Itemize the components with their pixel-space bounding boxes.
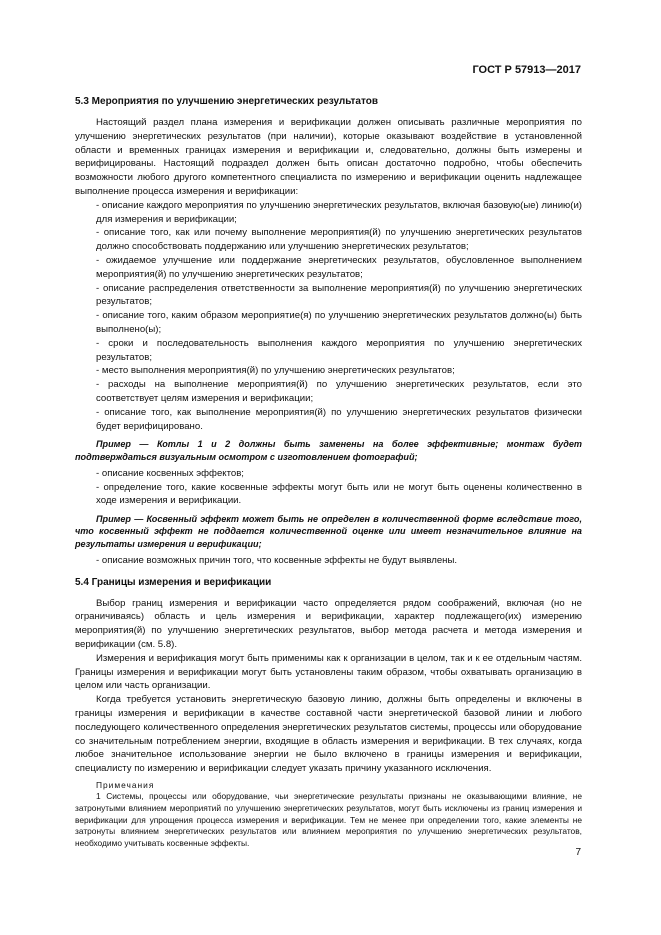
example-note-2: Пример — Косвенный эффект может быть не определен в количественной форме вследствие того, что косвенный эффект не поддается количественной оценке или имеет незначительное влияние на результаты измерения и верификации; — [75, 514, 582, 549]
section-5-4-paragraph: Измерения и верификация могут быть применимы как к организации в целом, так и к ее отдельным частям. Границы измерения и верификации могут быть установлены таким образом, чтобы охватывать организацию в целом или часть организации. — [75, 652, 582, 692]
section-5-4-heading: 5.4 Границы измерения и верификации — [75, 576, 272, 588]
bullet-item: - описание каждого мероприятия по улучшению энергетических результатов, включая базовую(ые) линию(и) для измерения и верификации; — [96, 199, 582, 225]
bullet-item: - описание косвенных эффектов; — [96, 467, 244, 479]
notes-heading: Примечания — [96, 779, 155, 790]
bullet-item: - описание того, как или почему выполнение мероприятия(й) по улучшению энергетических результатов должно способствовать поддержанию или улучшению энергетических результатов; — [96, 227, 582, 253]
page-number: 7 — [575, 847, 581, 858]
section-5-3-intro: Настоящий раздел плана измерения и верификации должен описывать различные мероприятия по улучшению энергетических результатов (при наличии), которые оказывают воздействие в установленной области и временных границах измерения и верификации и, следовательно, должны быть измерены и верифицированы. Настоящий подраздел должен быть описан достаточно подробно, чтобы обеспечить возможности любого другого компетентного специалиста по измерению и верификации оценить надлежащее выполнение процесса измерения и верификации: — [75, 117, 582, 197]
page-content — [75, 95, 582, 849]
section-5-4-paragraph: Выбор границ измерения и верификации часто определяется рядом соображений, включая (но не ограничиваясь) область и цель измерения и верификации, характер подлежащего(их) измерению мероприятия(й) по улучшению энергетических результатов, выбор метода расчета и метода измерения и верификации (см. 5.8). — [75, 597, 582, 650]
example-note-1: Пример — Котлы 1 и 2 должны быть заменены на более эффективные; монтаж будет подтверждаться визуальным осмотром с изготовлением фотографий; — [75, 439, 582, 462]
bullet-item: - сроки и последовательность выполнения каждого мероприятия по улучшению энергетических результатов; — [96, 337, 582, 363]
bullet-item: - описание распределения ответственности за выполнение мероприятия(й) по улучшению энергетических результатов; — [96, 282, 582, 308]
section-5-4-paragraph: Когда требуется установить энергетическую базовую линию, должны быть определены и включены в границы измерения и верификации в качестве составной части энергетической базовой линии и любого последующего количественного определения энергетических результатов системы, процессы или оборудование со значительным потреблением энергии, входящие в область измерения и верификации. В тех случаях, когда любое значительное использование энергии не было включено в границы измерения и верификации, специалисту по измерению и верификации следует указать причину указанного исключения. — [75, 694, 582, 775]
document-code: ГОСТ Р 57913—2017 — [472, 64, 581, 76]
note-1: 1 Системы, процессы или оборудование, чьи энергетические результаты признаны не оказывающими влияние, не затронутыми влиянием мероприятий по улучшению энергетических результатов, могут быть исключены из границ измерения и верификации для упрощения процесса измерения и верификации. Тем не менее при определении того, какие элементы не затронуты влиянием энергетических результатов или влиянием мероприятия по улучшению энергетических результатов, необходимо учитывать косвенные эффекты. — [75, 791, 582, 848]
bullet-item: - описание того, как выполнение мероприятия(й) по улучшению энергетических результатов физически будет верифицировано. — [96, 406, 582, 432]
bullet-item: - место выполнения мероприятия(й) по улучшению энергетических результатов; — [96, 365, 455, 377]
bullet-item: - определение того, какие косвенные эффекты могут быть или не могут быть оценены количественно в ходе измерения и верификации. — [96, 481, 582, 507]
bullet-item: - ожидаемое улучшение или поддержание энергетических результатов, обусловленное выполнением мероприятия(й) по улучшению энергетических результатов; — [96, 254, 582, 280]
bullet-item: - расходы на выполнение мероприятия(й) по улучшению энергетических результатов, если это соответствует целям измерения и верификации; — [96, 379, 582, 404]
section-gap — [75, 568, 582, 576]
bullet-item: - описание возможных причин того, что косвенные эффекты не будут выявлены. — [96, 554, 458, 566]
section-5-3-heading: 5.3 Мероприятия по улучшению энергетических результатов — [75, 96, 379, 107]
bullet-item: - описание того, каким образом мероприятие(я) по улучшению энергетических результатов должно(ы) быть выполнено(ы); — [96, 310, 582, 335]
